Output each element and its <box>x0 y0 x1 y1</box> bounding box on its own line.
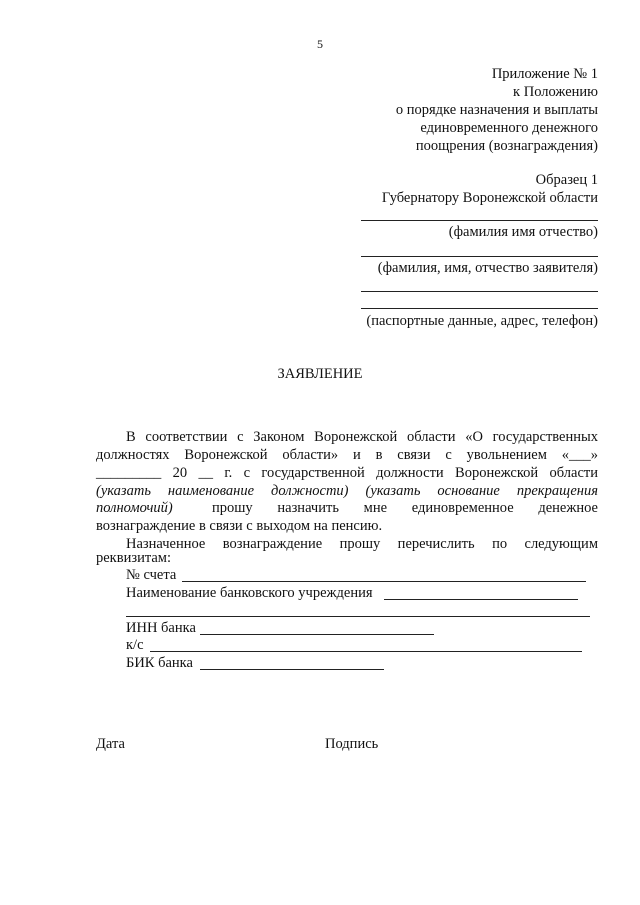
governor-name-line <box>361 220 598 221</box>
bank-name-line-2 <box>126 616 590 617</box>
bik-line <box>200 669 384 670</box>
appendix-line-1: Приложение № 1 <box>491 66 598 82</box>
applicant-name-hint: (фамилия, имя, отчество заявителя) <box>377 260 598 276</box>
body-line-1: В соответствии с Законом Воронежской области «О государственных <box>126 429 598 445</box>
applicant-info-hint: (паспортные данные, адрес, телефон) <box>366 313 598 329</box>
appendix-line-4: единовременного денежного <box>420 120 598 136</box>
bank-name-label: Наименование банковского учреждения <box>126 585 373 601</box>
body-line-7: Назначенное вознаграждение прошу перечислить по следующим <box>126 536 598 552</box>
page-number: 5 <box>317 37 323 51</box>
body-line-2: должностях Воронежской области» и в связи с увольнением «___» <box>96 447 598 463</box>
account-line <box>182 581 586 582</box>
applicant-info-line-1 <box>361 291 598 292</box>
inn-label: ИНН банка <box>126 620 196 636</box>
body-line-6: вознаграждение в связи с выходом на пенсию. <box>96 518 383 534</box>
document-title: ЗАЯВЛЕНИЕ <box>277 366 363 382</box>
date-label: Дата <box>96 736 125 752</box>
body-line-3: _________ 20 __ г. с государственной должности Воронежской области <box>96 465 598 481</box>
body-line-5-italic: полномочий) <box>96 500 173 516</box>
addressee: Губернатору Воронежской области <box>381 190 598 206</box>
bik-label: БИК банка <box>126 655 193 671</box>
body-line-5: прошу назначить мне единовременное денежное <box>212 500 598 516</box>
account-label: № счета <box>126 567 177 583</box>
governor-name-hint: (фамилия имя отчество) <box>448 224 598 240</box>
applicant-name-line <box>361 256 598 257</box>
ks-label: к/с <box>126 637 144 653</box>
appendix-line-5: поощрения (вознаграждения) <box>415 138 598 154</box>
inn-line <box>200 634 434 635</box>
signature-label: Подпись <box>325 736 379 752</box>
ks-line <box>150 651 582 652</box>
sample-label: Образец 1 <box>535 172 598 188</box>
appendix-line-2: к Положению <box>513 84 598 100</box>
appendix-line-3: о порядке назначения и выплаты <box>395 102 598 118</box>
body-line-4: (указать наименование должности) (указать основание прекращения <box>96 483 598 499</box>
bank-name-line <box>384 599 578 600</box>
body-line-8: реквизитам: <box>96 550 171 566</box>
applicant-info-line-2 <box>361 308 598 309</box>
